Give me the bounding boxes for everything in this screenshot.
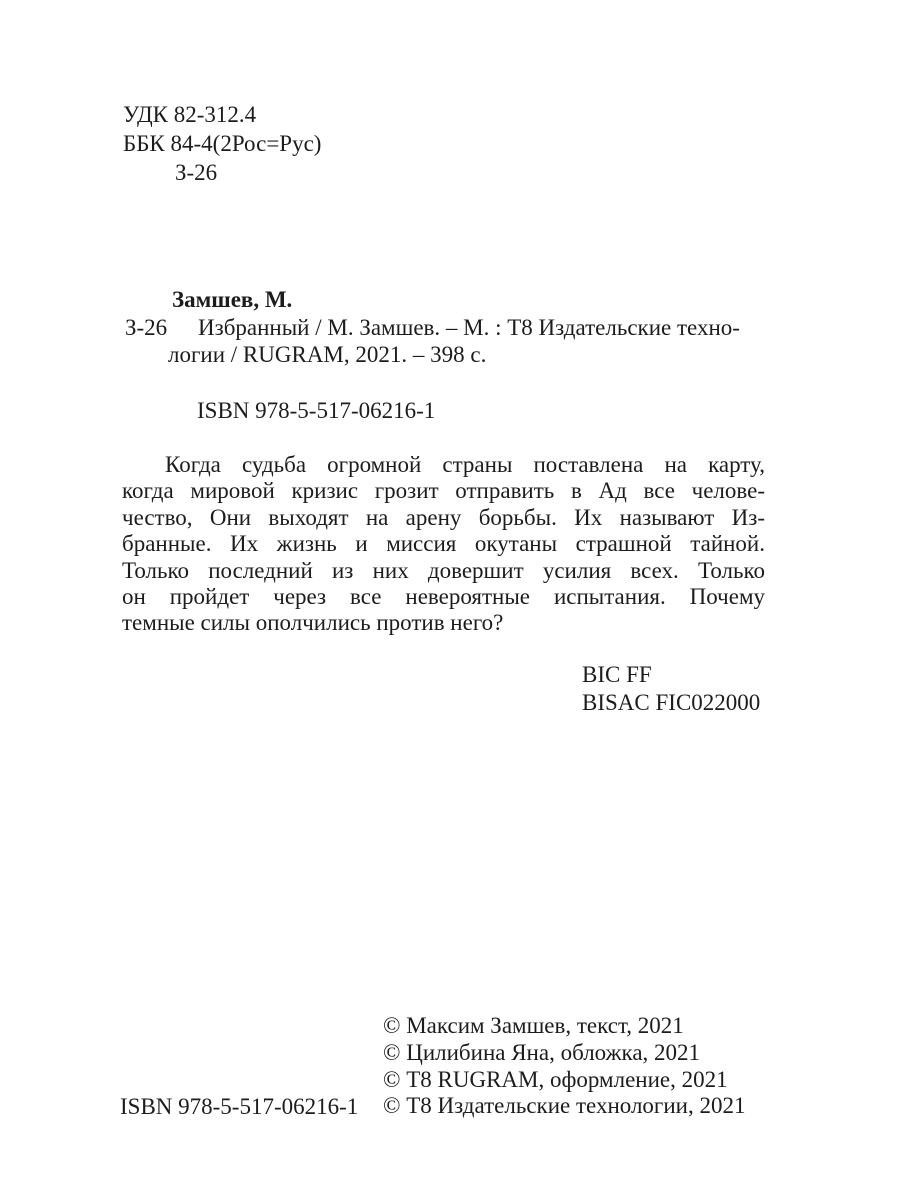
annotation-line: темные силы ополчились против него? (122, 610, 504, 636)
bibliographic-title-text: Избранный / М. Замшев. – М. : Т8 Издательские техно- (198, 314, 740, 340)
isbn-bottom: ISBN 978-5-517-06216-1 (120, 1094, 359, 1119)
annotation-line: Когда судьба огромной страны поставлена на карту, (165, 452, 765, 477)
bibliographic-line-2: логии / RUGRAM, 2021. – 398 с. (168, 342, 487, 367)
annotation-line: он пройдет через все невероятные испытания. Почему (122, 583, 765, 609)
copyright-line: © Т8 RUGRAM, оформление, 2021 (383, 1066, 728, 1092)
author-heading: Замшев, М. (172, 287, 293, 312)
trade-classification-block (582, 661, 760, 716)
copyright-line: © Максим Замшев, текст, 2021 (383, 1013, 684, 1038)
bibliographic-line-1 (123, 314, 740, 342)
copyright-line: © Т8 Издательские технологии, 2021 (383, 1093, 746, 1119)
annotation-line: Только последний из них довершит усилия всех. Только (122, 557, 765, 583)
annotation-line: чество, Они выходят на арену борьбы. Их называют Из- (122, 504, 765, 530)
annotation-line: бранные. Их жизнь и миссия окутаны страшной тайной. (122, 531, 765, 557)
udk-code: УДК 82-312.4 (123, 102, 257, 127)
annotation-paragraph (122, 452, 765, 637)
author-sign-code: З-26 (125, 314, 168, 340)
annotation-line: когда мировой кризис грозит отправить в Ад все челове- (122, 478, 765, 504)
bisac-code: BISAC FIC022000 (582, 689, 761, 715)
bbk-code: ББК 84-4(2Рос=Рус) (123, 131, 322, 156)
copyright-line: © Цилибина Яна, обложка, 2021 (383, 1039, 701, 1065)
classification-codes-block (123, 100, 321, 187)
author-sign-code: З-26 (175, 160, 218, 185)
bic-code: BIC FF (582, 662, 652, 687)
bibliographic-entry (123, 286, 740, 369)
copyright-block (383, 1013, 746, 1120)
isbn-entry: ISBN 978-5-517-06216-1 (197, 398, 436, 423)
